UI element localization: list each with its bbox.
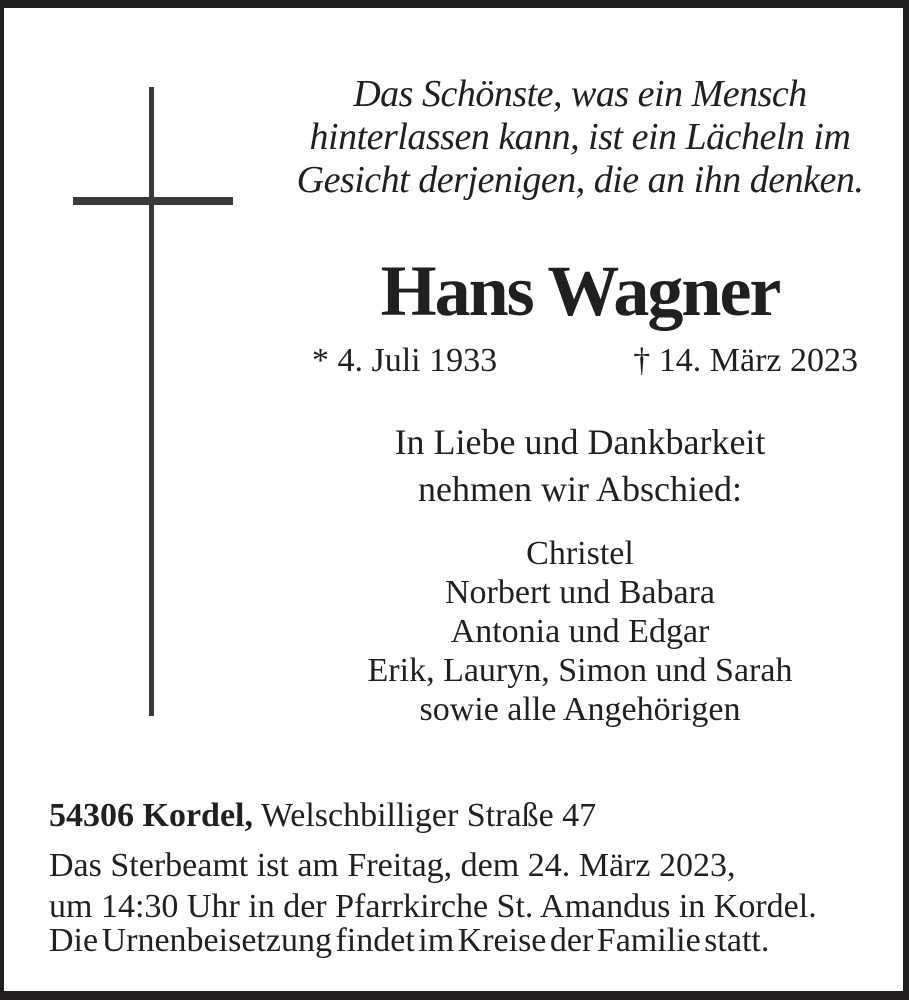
farewell-heading xyxy=(290,419,870,513)
quote-line: Das Schönste, was ein Mensch xyxy=(353,73,807,115)
mourner-line: sowie alle Angehörigen xyxy=(419,691,741,728)
service-info xyxy=(49,845,879,927)
service-line: Das Sterbeamt ist am Freitag, dem 24. März 2023, xyxy=(49,847,736,884)
death-date: † 14. März 2023 xyxy=(633,342,858,379)
mourner-line: Antonia und Edgar xyxy=(450,613,710,650)
mourner-line: Norbert und Babara xyxy=(444,574,715,611)
address-line xyxy=(49,796,879,836)
address-street: Welschbilliger Straße 47 xyxy=(252,797,597,834)
farewell-line: In Liebe und Dankbarkeit xyxy=(394,422,766,462)
mourner-line: Erik, Lauryn, Simon und Sarah xyxy=(367,652,793,689)
mourner-line: Christel xyxy=(526,535,634,572)
deceased-name: Hans Wagner xyxy=(380,251,780,331)
cross-horizontal-bar xyxy=(73,197,233,205)
quote-line: hinterlassen kann, ist ein Lächeln im xyxy=(309,116,851,158)
birth-date: * 4. Juli 1933 xyxy=(312,342,498,379)
epitaph-quote xyxy=(290,73,870,202)
farewell-line: nehmen wir Abschied: xyxy=(418,469,742,509)
burial-info: Die Urnenbeisetzung findet im Kreise der Familie statt. xyxy=(49,922,770,959)
life-dates-row xyxy=(290,341,870,381)
cross-vertical-bar xyxy=(149,87,154,716)
service-line: um 14:30 Uhr in der Pfarrkirche St. Amandus in Kordel. xyxy=(49,888,817,925)
mourners-list xyxy=(290,534,870,729)
quote-line: Gesicht derjenigen, die an ihn denken. xyxy=(296,159,864,201)
address-city: 54306 Kordel, xyxy=(49,797,253,834)
